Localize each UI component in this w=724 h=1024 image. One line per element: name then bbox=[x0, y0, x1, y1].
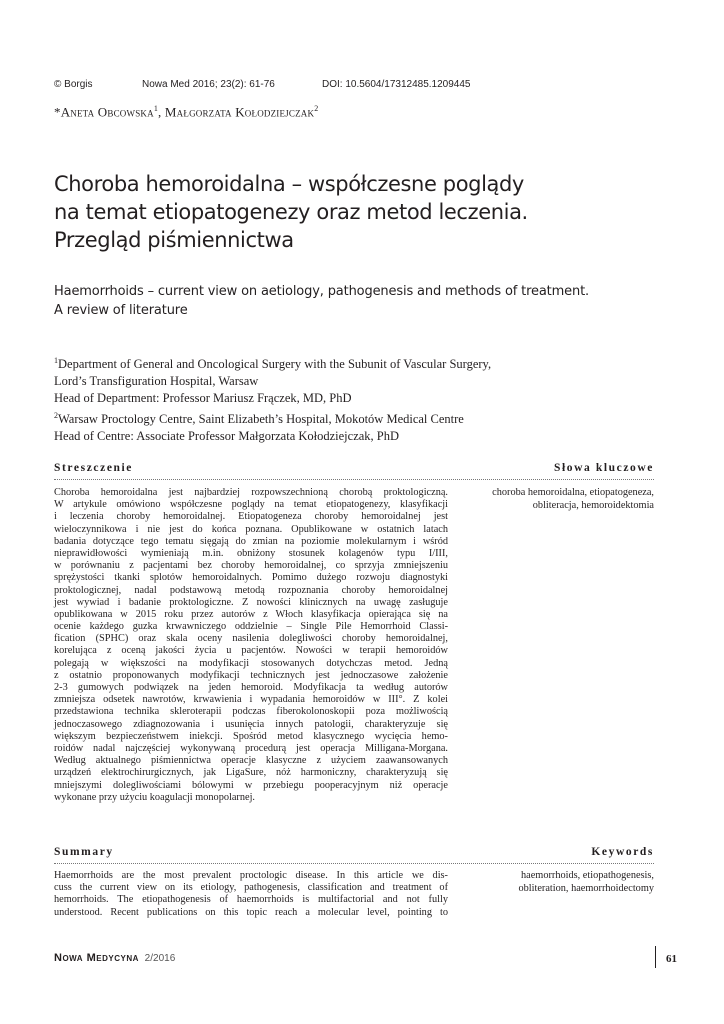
journal-citation: Nowa Med 2016; 23(2): 61-76 bbox=[142, 79, 275, 90]
abstract-line: polegają w większości na modyfikacji stosowanych dotychczas metod. Jedną bbox=[54, 657, 448, 669]
affiliation-1-line: Lord’s Transfiguration Hospital, Warsaw bbox=[54, 374, 259, 389]
abstract-line: zmniejsza odsetek nawrotów, krwawienia i wypadania hemoroidów w III°. Z kolei bbox=[54, 694, 448, 706]
affiliation-2 bbox=[54, 407, 674, 428]
abstract-line: mniejszymi dolegliwościami bólowymi w przebiegu pooperacyjnym niż operacje bbox=[54, 779, 448, 791]
affiliation-2-number: 2 bbox=[54, 411, 58, 421]
abstract-line: jednoczasowego zdiagnozowania i usunięcia innych patologii, charakteryzuje się bbox=[54, 718, 448, 730]
footer-divider bbox=[655, 946, 656, 968]
abstract-line: Według aktualnego piśmiennictwa operacje klasyczne z użyciem zaawansowanych bbox=[54, 755, 448, 767]
author-1: *Aneta Obcowska bbox=[54, 104, 154, 120]
abstract-line: z ostatnio proponowanych modyfikacji technicznych jest jednoczasowe założenie bbox=[54, 669, 448, 681]
abstract-line: hemorrhoids. The etiopathogenesis of haemorrhoids is multifactorial and not fully bbox=[54, 894, 448, 906]
keyword-line: haemorrhoids, etiopathogenesis, bbox=[521, 870, 654, 881]
abstract-line: fication (SPHC) oraz skala oceny nasilenia dolegliwości choroby hemoroidalnej, bbox=[54, 633, 448, 645]
affiliations bbox=[54, 352, 674, 445]
abstract-line: wykonane przy użyciu koagulacji monopolarnej. bbox=[54, 791, 256, 803]
citation-header bbox=[54, 79, 674, 93]
footer-journal bbox=[54, 952, 175, 964]
journal-name: Nowa Medycyna bbox=[54, 952, 139, 964]
streszczenie-heading: Streszczenie bbox=[54, 462, 134, 474]
author-list bbox=[54, 104, 318, 120]
keywords-heading: Keywords bbox=[591, 846, 654, 858]
abstract-english bbox=[54, 870, 448, 919]
affiliation-1-text: Department of General and Oncological Surgery with the Subunit of Vascular Surgery, bbox=[58, 357, 492, 372]
abstract-line: roidów nadal najczęściej wykonywaną procedurą jest operacja Milligana-Morgana. bbox=[54, 742, 448, 754]
keyword-line: obliteracja, hemoroidektomia bbox=[532, 499, 654, 511]
title-line: na temat etiopatogenezy oraz metod leczenia. bbox=[54, 200, 528, 224]
abstract-line: Choroba hemoroidalna jest najbardziej rozpowszechnioną chorobą proktologiczną. bbox=[54, 487, 448, 498]
slowa-kluczowe-heading: Słowa kluczowe bbox=[553, 462, 654, 474]
abstract-line: jest wywiad i badanie proktologiczne. Z nowości klinicznych na uwagę zasługuje bbox=[54, 596, 448, 608]
affiliation-1 bbox=[54, 352, 674, 373]
abstract-line: W artykule omówiono współczesne poglądy na temat etiopatogenezy, klasyfikacji bbox=[54, 499, 448, 511]
keywords-polish bbox=[434, 487, 654, 512]
affiliation-1-head: Head of Department: Professor Mariusz Frączek, MD, PhD bbox=[54, 391, 352, 406]
abstract-line: proktologicznej, nadal podstawową metodą rozpoznania choroby hemoroidalnej bbox=[54, 584, 448, 596]
author-2: Małgorzata Kołodziejczak bbox=[164, 104, 315, 120]
abstract-line: cuss the current view on its etiology, pathogenesis, classification and treatment of bbox=[54, 882, 448, 894]
affiliation-2-text: Warsaw Proctology Centre, Saint Elizabeth’s Hospital, Mokotów Medical Centre bbox=[58, 412, 464, 427]
abstract-line: urządzeń elektrochirurgicznych, jak LigaSure, nóż harmoniczny, charakteryzują się bbox=[54, 767, 448, 779]
subtitle-line: Haemorrhoids – current view on aetiology, pathogenesis and methods of treatment. bbox=[54, 284, 590, 299]
abstract-line: przedstawiona technika skleroterapii podczas fiberokolonoskopii poza możliwością bbox=[54, 706, 448, 718]
english-title bbox=[54, 282, 674, 320]
title-line: Choroba hemoroidalna – współczesne poglądy bbox=[54, 172, 524, 196]
abstract-line: understood. Recent publications on this topic reach a molecular level, pointing to bbox=[54, 906, 448, 918]
section-divider bbox=[54, 479, 654, 480]
abstract-line: Haemorrhoids are the most prevalent proctologic disease. In this article we dis- bbox=[54, 870, 448, 881]
abstract-line: badania dotyczące tego tematu sięgają do zmian na poziomie molekularnym i wśród bbox=[54, 535, 448, 547]
section-divider bbox=[54, 863, 654, 864]
abstract-line: korelująca z oceną jakości życia u pacjentów. Nowości w terapii hemoroidów bbox=[54, 645, 448, 657]
subtitle-line: A review of literature bbox=[54, 303, 188, 318]
abstract-line: nieprawidłowości wymieniają m.in. obniżony stosunek kolagenów typu I/III, bbox=[54, 547, 448, 559]
keyword-line: choroba hemoroidalna, etiopatogeneza, bbox=[492, 487, 654, 498]
abstract-polish bbox=[54, 487, 448, 804]
doi[interactable]: DOI: 10.5604/17312485.1209445 bbox=[322, 79, 471, 90]
abstract-line: 2-3 gumowych podwiązek na jeden hemoroid. Modyfikacja ta według autorów bbox=[54, 682, 448, 693]
keyword-line: obliteration, haemorrhoidectomy bbox=[518, 882, 654, 894]
abstract-line: opublikowana w 2015 roku przez autorów z Włoch klasyfikacja opierająca się na bbox=[54, 608, 448, 620]
affiliation-2-head: Head of Centre: Associate Professor Małgorzata Kołodziejczak, PhD bbox=[54, 429, 400, 444]
title-line: Przegląd piśmiennictwa bbox=[54, 228, 294, 252]
page-number: 61 bbox=[666, 953, 677, 965]
affiliation-1-number: 1 bbox=[54, 356, 58, 365]
summary-heading: Summary bbox=[54, 846, 114, 858]
author-2-affil: 2 bbox=[314, 104, 319, 113]
abstract-line: wieloczynnikowa i nie jest do końca poznana. Opublikowane w ostatnich latach bbox=[54, 523, 448, 535]
abstract-line: większym bezpieczeństwem iniekcji. Spośród metod klasycznego wycięcia hemo- bbox=[54, 730, 448, 742]
abstract-line: ocenie każdego guzka krwawniczego oddzielnie – Single Pile Hemorrhoid Classi- bbox=[54, 621, 448, 633]
author-1-affil: 1 bbox=[153, 104, 159, 113]
article-title bbox=[54, 170, 674, 254]
keywords-english bbox=[434, 870, 654, 895]
abstract-line: i leczenia choroby hemoroidalnej. Etiopatogeneza choroby hemoroidalnej jest bbox=[54, 511, 448, 523]
publisher: © Borgis bbox=[54, 79, 93, 90]
author-separator: , bbox=[158, 104, 165, 120]
journal-issue: 2/2016 bbox=[144, 953, 176, 964]
abstract-line: w porównaniu z pacjentami bez choroby hemoroidalnej, co sprzyja zmniejszeniu bbox=[54, 560, 448, 572]
abstract-line: sprężystości tkanki splotów hemoroidalnych. Pomimo dużego rozwoju diagnostyki bbox=[54, 572, 448, 584]
